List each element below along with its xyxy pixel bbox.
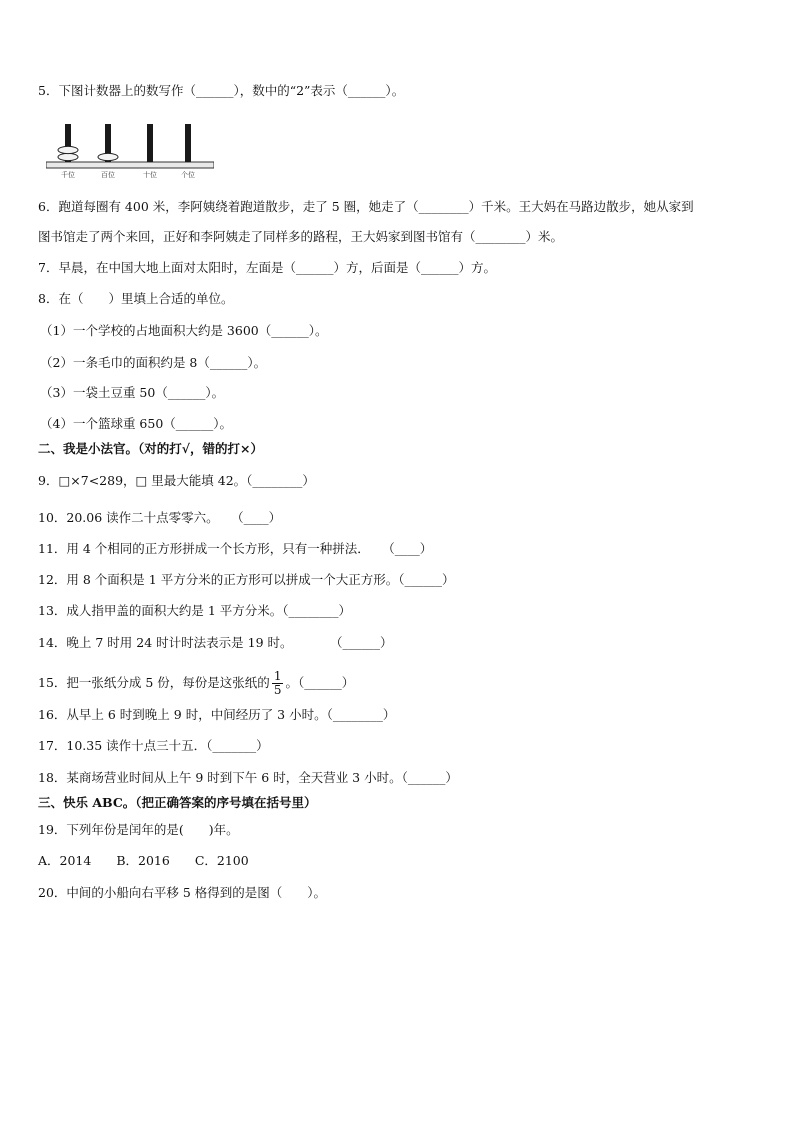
section-3-heading: 三、快乐 ABC。（把正确答案的序号填在括号里） [38,795,317,810]
abacus-place-label: 百位 [101,171,115,179]
question-8-3: （3）一袋土豆重 50（______）。 [40,385,225,400]
question-10: 10．20.06 读作二十点零零六。 （____） [38,510,282,525]
abacus-rod [185,124,191,162]
question-8-4: （4）一个篮球重 650（______）。 [40,416,233,431]
fraction-denominator: 5 [273,683,282,697]
abacus-place-label: 个位 [181,171,195,179]
abacus-bead [58,146,78,153]
abacus-counter-image [46,122,214,180]
question-19: 19．下列年份是闰年的是( )年。 [38,822,239,837]
question-11: 11．用 4 个相同的正方形拼成一个长方形，只有一种拼法． （____） [38,541,433,556]
abacus-place-label: 十位 [143,171,157,179]
abacus-bead [58,153,78,160]
question-6-line-2: 图书馆走了两个来回，正好和李阿姨走了同样多的路程，王大妈家到图书馆有（________）米。 [38,229,564,244]
abacus-place-label: 千位 [61,171,75,179]
question-17: 17．10.35 读作十点三十五．（_______） [38,738,269,753]
question-6-line-1: 6．跑道每圈有 400 米，李阿姨绕着跑道散步，走了 5 圈，她走了（________）千米。王大妈在马路边散步，她从家到 [38,199,694,214]
question-14: 14．晚上 7 时用 24 时计时法表示是 19 时。 （______） [38,635,393,650]
fraction-numerator: 1 [273,669,282,683]
question-12: 12．用 8 个面积是 1 平方分米的正方形可以拼成一个大正方形。（______） [38,572,455,587]
question-7: 7．早晨，在中国大地上面对太阳时，左面是（______）方，后面是（______）方。 [38,260,496,275]
question-9: 9．□×7<289，□ 里最大能填 42。（________） [38,473,315,488]
abacus-bead [98,153,118,160]
question-15-blank: 。（______） [285,675,355,690]
question-8-2: （2）一条毛巾的面积约是 8（______）。 [40,355,267,370]
question-16: 16．从早上 6 时到晚上 9 时，中间经历了 3 小时。（________） [38,707,396,722]
abacus-base [46,162,214,168]
question-8: 8．在（ ）里填上合适的单位。 [38,291,234,306]
question-13: 13．成人指甲盖的面积大约是 1 平方分米。（________） [38,603,352,618]
abacus-rod [147,124,153,162]
question-19-options: A．2014 B．2016 C．2100 [38,853,249,868]
question-15 [38,670,354,697]
question-5: 5．下图计数器上的数写作（______），数中的“2”表示（______）。 [38,83,405,98]
question-15-text: 15．把一张纸分成 5 份，每份是这张纸的 [38,675,270,690]
question-20: 20．中间的小船向右平移 5 格得到的是图（ ）。 [38,885,327,900]
question-18: 18．某商场营业时间从上午 9 时到下午 6 时，全天营业 3 小时。（______） [38,770,458,785]
fraction-one-fifth [272,670,284,697]
question-8-1: （1）一个学校的占地面积大约是 3600（______）。 [40,323,328,338]
section-2-heading: 二、我是小法官。（对的打√，错的打×） [38,441,263,456]
